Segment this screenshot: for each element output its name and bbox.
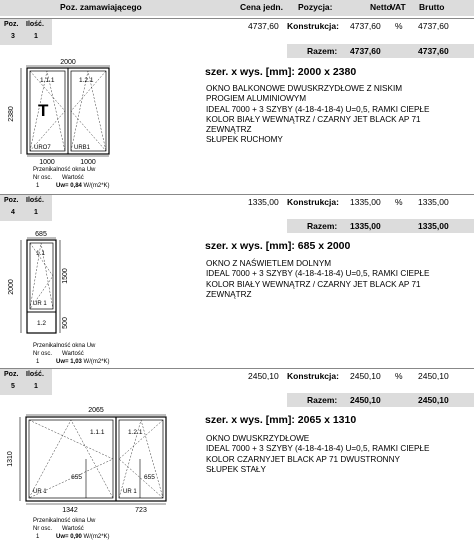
sash-right-label: 1.2.1 [79, 77, 94, 84]
pos-value: 3 [11, 33, 15, 40]
uw-no: 1 [36, 534, 40, 540]
qty-label: Ilość. [26, 21, 44, 28]
description: OKNO Z NAŚWIETLEM DOLNYM IDEAL 7000 + 3 SZYBY (4-18-4-18-4) U=0,5, RAMKI CIEPŁE KOLOR BIAŁY WEWNĄTRZ / CZARNY JET BLACK AP 71 ZEWNĄTRZ [206, 259, 430, 299]
header-position: Pozycja: [298, 2, 333, 12]
pos-value: 4 [11, 209, 15, 216]
left-sash-code: UR 1 [33, 489, 47, 495]
drawing-height: 2000 [8, 279, 15, 295]
qty-value: 1 [34, 383, 38, 390]
vat-percent: % [395, 197, 403, 207]
drawing-height: 2380 [8, 106, 15, 122]
sash-left-label: 1.1.1 [90, 429, 105, 436]
header-net: Netto [370, 2, 392, 12]
uw-row: Uw= 0,84 W/(m2*K) [56, 183, 110, 189]
construction-gross: 1335,00 [418, 197, 449, 207]
qty-label: Ilość. [26, 197, 44, 204]
construction-label: Konstrukcja: [287, 197, 339, 207]
total-label: Razem: [307, 395, 338, 405]
drawing-width: 685 [35, 231, 47, 238]
uw-row: Uw= 0,90 W/(m2*K) [56, 534, 110, 540]
sash-right-label: 1.2.1 [128, 429, 143, 436]
uw-title: Przenikalność okna Uw [33, 518, 96, 524]
total-gross: 2450,10 [418, 395, 449, 405]
vat-percent: % [395, 21, 403, 31]
lower-height: 500 [62, 317, 69, 329]
total-label: Razem: [307, 221, 338, 231]
uw-no: 1 [36, 183, 40, 189]
sash-label: 1.1 [36, 250, 46, 257]
uw-columns: Nr osc. Wartość [33, 351, 84, 357]
construction-gross: 2450,10 [418, 371, 449, 381]
header-gross: Brutto [419, 2, 445, 12]
bottom-right-dim: 723 [135, 507, 147, 514]
bottom-left-dim: 1000 [39, 159, 55, 166]
header-item: Poz. zamawiającego [60, 2, 142, 12]
description: OKNO BALKONOWE DWUSKRZYDŁOWE Z NISKIM PROGIEM ALUMINIOWYM IDEAL 7000 + 3 SZYBY (4-18-4-18-4) U=0,5, RAMKI CIEPŁE KOLOR BIAŁY WEWNĄTRZ / CZARNY JET BLACK AP 71 ZEWNĄTRZ SŁUPEK RUCHOMY [206, 84, 430, 145]
uw-title: Przenikalność okna Uw [33, 167, 96, 173]
lower-label: 1.2 [37, 320, 47, 327]
pos-value: 5 [11, 383, 15, 390]
construction-net: 1335,00 [350, 197, 381, 207]
description: OKNO DWUSKRZYDŁOWE IDEAL 7000 + 3 SZYBY (4-18-4-18-4) U=0,5, RAMKI CIEPŁE KOLOR CZARNYJET BLACK AP 71 DWUSTRONNY SŁUPEK STAŁY [206, 434, 430, 474]
pos-label: Poz. [4, 197, 19, 204]
uw-row: Uw= 1,03 W/(m2*K) [56, 359, 110, 365]
divider [0, 368, 474, 369]
construction-net: 4737,60 [350, 21, 381, 31]
bottom-left-dim: 1342 [62, 507, 78, 514]
window-drawing [0, 403, 175, 518]
drawing-width: 2000 [60, 59, 76, 66]
vat-percent: % [395, 371, 403, 381]
size-label: szer. x wys. [mm]: 685 x 2000 [205, 240, 351, 252]
total-net: 2450,10 [350, 395, 381, 405]
total-net: 4737,60 [350, 46, 381, 56]
sash-code: UR 1 [33, 301, 47, 307]
handle-symbol: T [38, 101, 49, 120]
construction-gross: 4737,60 [418, 21, 449, 31]
unit-price: 2450,10 [248, 371, 279, 381]
window-drawing [0, 229, 80, 339]
handle-left-dim: 655 [71, 474, 82, 481]
total-net: 1335,00 [350, 221, 381, 231]
construction-label: Konstrukcja: [287, 21, 339, 31]
total-gross: 4737,60 [418, 46, 449, 56]
qty-value: 1 [34, 33, 38, 40]
right-sash-code: UR 1 [123, 489, 137, 495]
size-label: szer. x wys. [mm]: 2000 x 2380 [205, 66, 357, 78]
left-sash-code: URO7 [34, 145, 51, 151]
divider [0, 194, 474, 195]
bottom-right-dim: 1000 [80, 159, 96, 166]
right-sash-code: URB1 [74, 145, 91, 151]
construction-label: Konstrukcja: [287, 371, 339, 381]
total-gross: 1335,00 [418, 221, 449, 231]
drawing-height: 1310 [7, 451, 14, 467]
unit-price: 4737,60 [248, 21, 279, 31]
sash-left-label: 1.1.1 [40, 77, 55, 84]
table-header [0, 0, 474, 16]
header-price: Cena jedn. [240, 2, 283, 12]
size-label: szer. x wys. [mm]: 2065 x 1310 [205, 414, 357, 426]
uw-title: Przenikalność okna Uw [33, 343, 96, 349]
uw-columns: Nr osc. Wartość [33, 175, 84, 181]
uw-columns: Nr osc. Wartość [33, 526, 84, 532]
pos-label: Poz. [4, 371, 19, 378]
total-label: Razem: [307, 46, 338, 56]
upper-height: 1500 [62, 268, 69, 284]
drawing-width: 2065 [88, 407, 104, 414]
pos-label: Poz. [4, 21, 19, 28]
header-vat: VAT [390, 2, 406, 12]
divider [0, 18, 474, 19]
qty-value: 1 [34, 209, 38, 216]
qty-label: Ilość. [26, 371, 44, 378]
uw-no: 1 [36, 359, 40, 365]
construction-net: 2450,10 [350, 371, 381, 381]
unit-price: 1335,00 [248, 197, 279, 207]
handle-right-dim: 655 [144, 474, 155, 481]
